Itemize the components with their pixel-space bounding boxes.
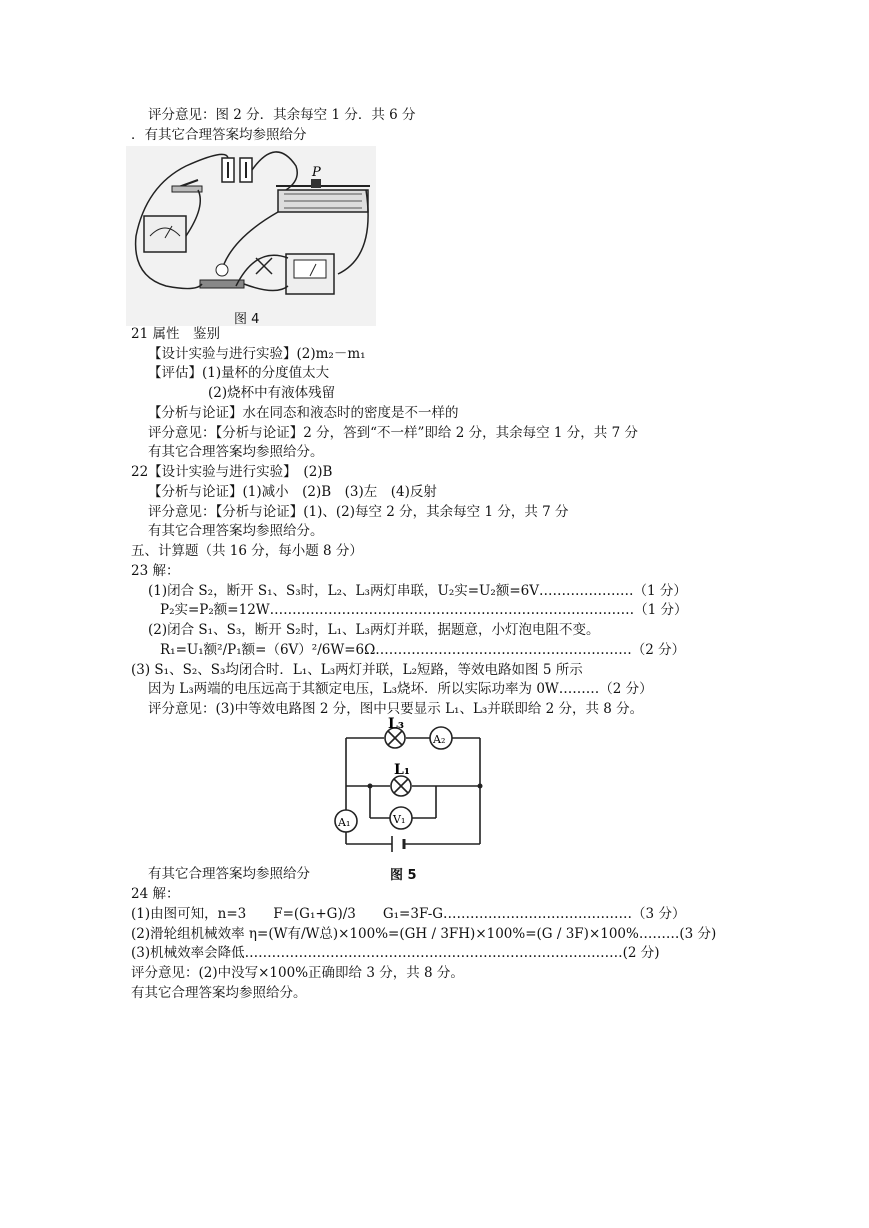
q23-grading-note: 评分意见：(3)中等效电路图 2 分，图中只要显示 L₁、L₃并联即给 2 分，共 8 分。 xyxy=(148,701,644,717)
figure-4-caption: 图 4 xyxy=(234,312,260,327)
q21-other-answers: 有其它合理答案均参照给分。 xyxy=(148,444,324,460)
q24-title: 24 解： xyxy=(131,886,180,902)
q24-step-1: (1)由图可知，n=3 F=(G₁+G)/3 G₁=3F-G……………………………………（3 分） xyxy=(131,906,686,922)
lamp-l3-label: L₃ xyxy=(388,716,404,732)
q24-step-3: (3)机械效率会降低…………………………………………………………………………(2 分) xyxy=(131,945,660,961)
q21-title: 21 属性 鉴别 xyxy=(131,326,220,342)
q23-step-1b: P₂实=P₂额=12W………………………………………………………………………（1 分） xyxy=(160,602,688,618)
q21-analysis: 【分析与论证】水在同态和液态时的密度是不一样的 xyxy=(148,405,459,421)
q22-other-answers: 有其它合理答案均参照给分。 xyxy=(148,523,324,539)
q23-other-answers: 有其它合理答案均参照给分 xyxy=(148,866,310,882)
q21-grading-note: 评分意见：【分析与论证】2 分，答到“不一样”即给 2 分，其余每空 1 分，共 7 分 xyxy=(148,425,638,441)
q23-step-3: (3) S₁、S₂、S₃均闭合时．L₁、L₃两灯并联，L₂短路，等效电路如图 5 所示 xyxy=(131,662,583,678)
q23-step-2: (2)闭合 S₁、S₃，断开 S₂时，L₁、L₃两灯并联，据题意，小灯泡电阻不变。 xyxy=(148,622,600,638)
figure-4 xyxy=(126,146,376,326)
section-5-heading: 五、计算题（共 16 分，每小题 8 分） xyxy=(131,543,363,559)
q23-step-3b: 因为 L₃两端的电压远高于其额定电压，L₃烧坏．所以实际功率为 0W………（2 分） xyxy=(148,681,653,697)
voltmeter-v1-label: V₁ xyxy=(393,813,406,826)
q22-grading-note: 评分意见：【分析与论证】(1)、(2)每空 2 分，其余每空 1 分，共 7 分 xyxy=(148,504,569,520)
ammeter-a2-label: A₂ xyxy=(433,733,446,746)
figure-5-caption: 图 5 xyxy=(390,868,417,883)
lamp-l1-label: L₁ xyxy=(394,762,410,778)
ammeter-a1-label: A₁ xyxy=(338,816,351,829)
q24-other-answers: 有其它合理答案均参照给分。 xyxy=(131,985,307,1001)
q22-title: 22【设计实验与进行实验】 (2)B xyxy=(131,464,333,480)
q21-evaluate-1: 【评估】(1)量杯的分度值太大 xyxy=(148,365,330,381)
q23-title: 23 解： xyxy=(131,563,180,579)
slider-label-p: P xyxy=(312,165,321,180)
other-answers-note-top: ．有其它合理答案均参照给分 xyxy=(131,127,307,143)
q22-analysis: 【分析与论证】(1)减小 (2)B (3)左 (4)反射 xyxy=(148,484,437,500)
figure-5 xyxy=(326,714,496,884)
grading-note-top: 评分意见：图 2 分．其余每空 1 分．共 6 分 xyxy=(148,107,416,123)
q23-step-2b: R₁=U₁额²/P₁额=（6V）²/6W=6Ω…………………………………………………（2 分） xyxy=(160,642,686,658)
figure-4-drawing xyxy=(126,146,376,326)
q24-grading-note: 评分意见：(2)中没写×100%正确即给 3 分，共 8 分。 xyxy=(131,965,464,981)
q24-step-2: (2)滑轮组机械效率 η=(W有/W总)×100%=(GH / 3FH)×100%=(G / 3F)×100%………(3 分) xyxy=(131,926,717,942)
q23-step-1: (1)闭合 S₂，断开 S₁、S₃时，L₂、L₃两灯串联，U₂实=U₂额=6V…………………（1 分） xyxy=(148,583,687,599)
q21-evaluate-2: (2)烧杯中有液体残留 xyxy=(208,385,336,401)
q21-design: 【设计实验与进行实验】(2)m₂－m₁ xyxy=(148,346,366,362)
figure-5-circuit xyxy=(326,714,496,884)
